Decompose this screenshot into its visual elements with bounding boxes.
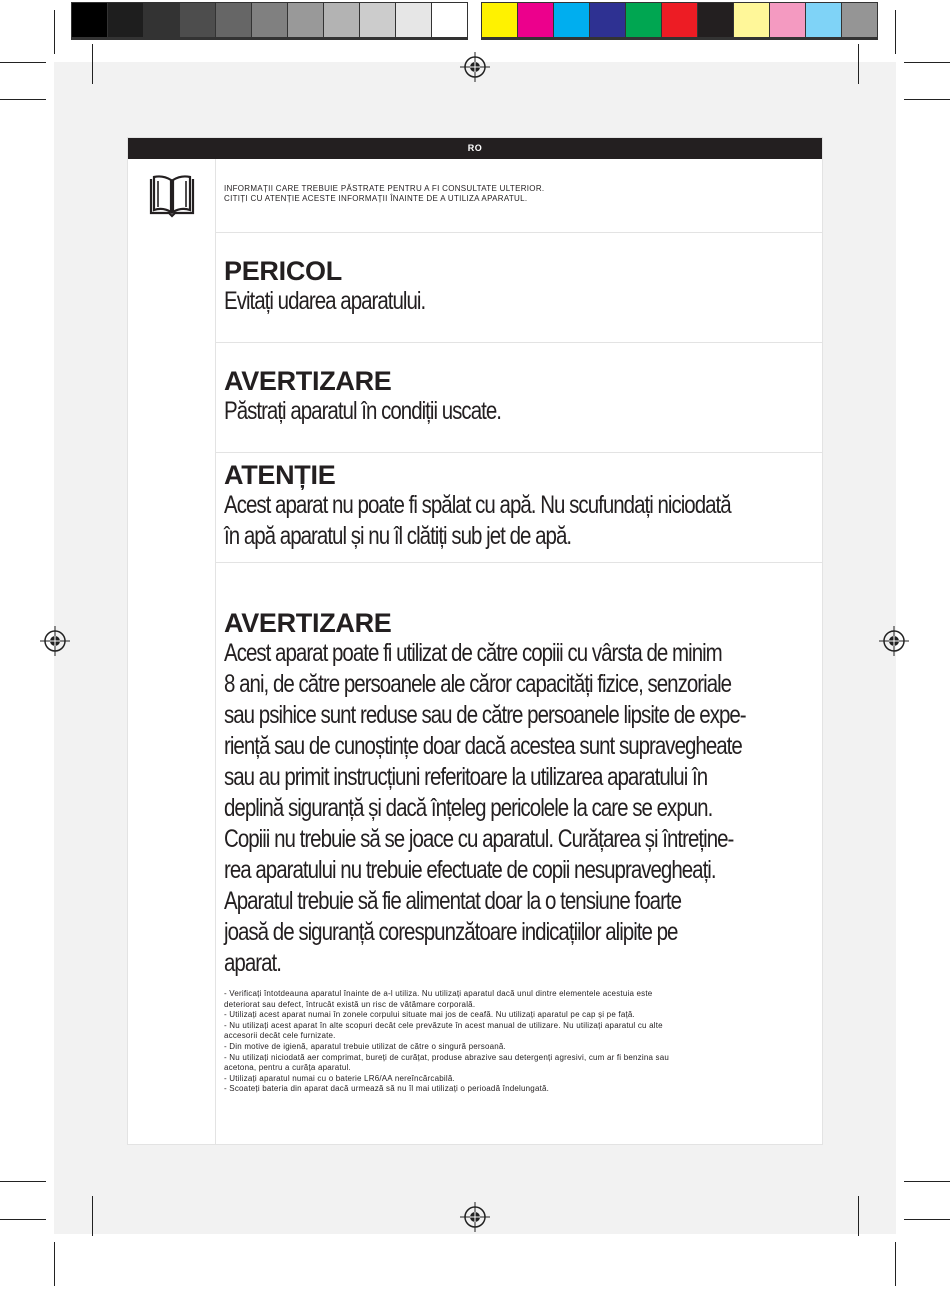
text-line: 8 ani, de către persoanele ale căror capacități fizice, senzoriale (224, 670, 732, 698)
info-line: INFORMAȚII CARE TREBUIE PĂSTRATE PENTRU A FI CONSULTATE ULTERIOR. (224, 184, 545, 193)
color-swatch (590, 3, 625, 37)
section-divider (215, 232, 822, 233)
warning-section-children (224, 608, 820, 979)
crop-mark (858, 44, 859, 84)
note-line: - Utilizați acest aparat numai în zonele corpului situate mai jos de ceafă. Nu utilizați aparatul pe cap și pe față. (224, 1010, 635, 1020)
text-line: joasă de siguranță corespunzătoare indicațiilor alipite pe (224, 918, 678, 946)
color-swatch (144, 3, 179, 37)
section-title: AVERTIZARE (224, 608, 392, 638)
color-swatch (72, 3, 107, 37)
color-swatch (216, 3, 251, 37)
text-line: aparat. (224, 949, 281, 977)
color-swatch (396, 3, 431, 37)
section-text (224, 286, 820, 317)
color-swatch (770, 3, 805, 37)
safety-notes-list (224, 989, 784, 1095)
crop-mark (858, 1196, 859, 1236)
color-swatch (252, 3, 287, 37)
crop-mark (92, 1196, 93, 1236)
registration-mark-icon (460, 1202, 490, 1232)
color-swatch (108, 3, 143, 37)
note-line: - Utilizați aparatul numai cu o baterie LR6/AA nereîncărcabilă. (224, 1073, 455, 1083)
text-line: Acest aparat nu poate fi spălat cu apă. Nu scufundați niciodată (224, 491, 731, 519)
text-line: Aparatul trebuie să fie alimentat doar la o tensiune foarte (224, 887, 682, 915)
text-line: sau au primit instrucțiuni referitoare la utilizarea aparatului în (224, 763, 708, 791)
color-swatch (842, 3, 877, 37)
registration-mark-icon (460, 52, 490, 82)
note-line: - Nu utilizați niciodată aer comprimat, bureți de curățat, produse abrazive sau detergenți agresivi, cum ar fi benzina sau (224, 1052, 670, 1062)
text-line: sau psihice sunt reduse sau de către persoanele lipsite de expe- (224, 701, 746, 729)
color-swatch (734, 3, 769, 37)
crop-mark (895, 1242, 896, 1286)
crop-mark (0, 1219, 46, 1220)
color-swatch (662, 3, 697, 37)
text-line: Evitați udarea aparatului. (224, 287, 426, 315)
text-line: riență sau de cunoștințe doar dacă acestea sunt supravegheate (224, 732, 742, 760)
note-line: accesorii decât cele furnizate. (224, 1031, 336, 1041)
section-divider (215, 452, 822, 453)
color-swatch (482, 3, 517, 37)
crop-mark (54, 1242, 55, 1286)
crop-mark (904, 99, 950, 100)
crop-mark (895, 10, 896, 54)
text-line: deplină siguranță și dacă înțeleg pericolele la care se expun. (224, 794, 713, 822)
text-line: Păstrați aparatul în condiții uscate. (224, 397, 501, 425)
color-swatch (432, 3, 467, 37)
note-line: - Nu utilizați acest aparat în alte scopuri decât cele prevăzute în acest manual de utilizare. Nu utilizați aparatul cu alte (224, 1020, 663, 1030)
crop-mark (0, 62, 46, 63)
crop-mark (0, 1181, 46, 1182)
crop-mark (0, 99, 46, 100)
crop-mark (904, 1219, 950, 1220)
note-line: - Verificați întotdeauna aparatul înainte de a-l utiliza. Nu utilizați aparatul dacă unul dintre elementele acestuia este (224, 989, 653, 998)
registration-mark-icon (40, 626, 70, 656)
info-line: CITIȚI CU ATENȚIE ACESTE INFORMAȚII ÎNAINTE DE A UTILIZA APARATUL. (224, 194, 528, 203)
section-text (224, 638, 820, 979)
color-swatch (180, 3, 215, 37)
text-line: în apă aparatul și nu îl clătiți sub jet de apă. (224, 522, 572, 550)
color-swatch (518, 3, 553, 37)
text-line: Acest aparat poate fi utilizat de către copiii cu vârsta de minim (224, 639, 722, 667)
language-header: RO (128, 138, 822, 159)
process-color-bar (481, 2, 878, 40)
open-book-icon (148, 175, 196, 219)
note-line: acetona, pentru a curăța aparatul. (224, 1063, 351, 1073)
color-swatch (324, 3, 359, 37)
note-line: - Scoateți bateria din aparat dacă urmează să nu îl mai utilizați o perioadă îndelungată. (224, 1084, 550, 1094)
registration-mark-icon (879, 626, 909, 656)
color-swatch (360, 3, 395, 37)
crop-mark (92, 44, 93, 84)
warning-section-danger (224, 256, 820, 317)
document-panel (127, 137, 823, 1145)
section-title: PERICOL (224, 256, 342, 286)
text-line: rea aparatului nu trebuie efectuate de copii nesupravegheați. (224, 856, 716, 884)
section-title: AVERTIZARE (224, 366, 392, 396)
left-column-divider (215, 159, 216, 1144)
text-line: Copiii nu trebuie să se joace cu aparatul. Curățarea și întreține- (224, 825, 734, 853)
section-title: ATENȚIE (224, 460, 336, 490)
warning-section-dry (224, 366, 820, 427)
color-swatch (554, 3, 589, 37)
note-line: deteriorat sau defect, întrucât există un risc de vătămare corporală. (224, 999, 476, 1009)
section-divider (215, 562, 822, 563)
note-line: - Din motive de igienă, aparatul trebuie utilizat de către o singură persoană. (224, 1041, 506, 1051)
info-notice (224, 184, 804, 204)
section-divider (215, 342, 822, 343)
color-swatch (698, 3, 733, 37)
crop-mark (904, 1181, 950, 1182)
section-text (224, 490, 820, 552)
warning-section-caution (224, 460, 820, 552)
section-text (224, 396, 820, 427)
crop-mark (904, 62, 950, 63)
color-swatch (288, 3, 323, 37)
crop-mark (54, 10, 55, 54)
grayscale-color-bar (71, 2, 468, 40)
color-swatch (626, 3, 661, 37)
color-swatch (806, 3, 841, 37)
